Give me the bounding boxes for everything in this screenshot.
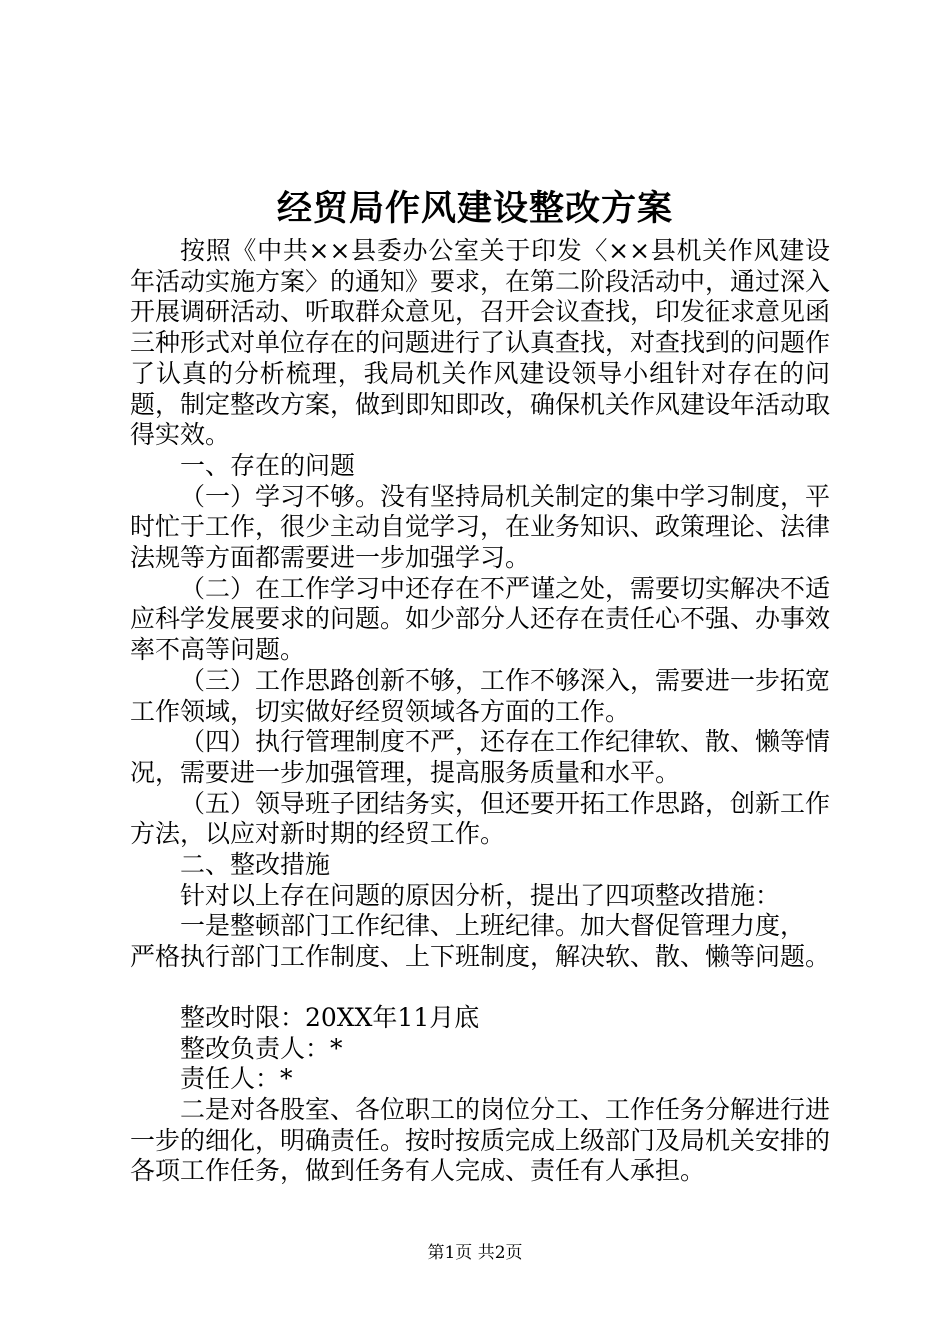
paragraph-gap [130, 973, 830, 1003]
issue-paragraph: （一）学习不够。没有坚持局机关制定的集中学习制度，平时忙于工作，很少主动自觉学习，在业务知识、政策理论、法律法规等方面都需要进一步加强学习。 [130, 481, 831, 573]
section-heading-measures: 二、整改措施 [180, 850, 331, 880]
measure-1-line-2: 严格执行部门工作制度、上下班制度，解决软、散、懒等问题。 [130, 942, 831, 972]
measure-2-paragraph: 二是对各股室、各位职工的岗位分工、工作任务分解进行进一步的细化，明确责任。按时按质完成上级部门及局机关安排的各项工作任务，做到任务有人完成、责任有人承担。 [130, 1094, 831, 1186]
deadline-line: 整改时限：20XX年11月底 [180, 1002, 480, 1032]
issue-paragraph: （四）执行管理制度不严，还存在工作纪律软、散、懒等情况，需要进一步加强管理，提高服务质量和水平。 [130, 727, 831, 787]
intro-paragraph: 按照《中共××县委办公室关于印发〈××县机关作风建设年活动实施方案〉的通知》要求，在第二阶段活动中，通过深入开展调研活动、听取群众意见，召开会议查找，印发征求意见函三种形式对单位存在的问题进行了认真查找，对查找到的问题作了认真的分析梳理，我局机关作风建设领导小组针对存在的问题，制定整改方案，做到即知即改，确保机关作风建设年活动取得实效。 [130, 236, 831, 450]
issue-paragraph: （五）领导班子团结务实，但还要开拓工作思路，创新工作方法，以应对新时期的经贸工作。 [130, 788, 831, 849]
page-footer: 第1页 共2页 [427, 1243, 523, 1263]
section-heading-problems: 一、存在的问题 [180, 450, 356, 480]
person-line: 责任人：* [180, 1064, 293, 1094]
document-body [130, 236, 830, 1187]
responsible-line: 整改负责人：* [180, 1033, 343, 1063]
issue-paragraph: （二）在工作学习中还存在不严谨之处，需要切实解决不适应科学发展要求的问题。如少部分人还存在责任心不强、办事效率不高等问题。 [130, 573, 831, 665]
measures-intro: 针对以上存在问题的原因分析，提出了四项整改措施： [180, 880, 781, 910]
document-title: 经贸局作风建设整改方案 [276, 188, 673, 229]
issue-paragraph: （三）工作思路创新不够，工作不够深入，需要进一步拓宽工作领域，切实做好经贸领域各方面的工作。 [130, 665, 831, 726]
measure-1-line-1: 一是整顿部门工作纪律、上班纪律。加大督促管理力度， [180, 911, 806, 941]
